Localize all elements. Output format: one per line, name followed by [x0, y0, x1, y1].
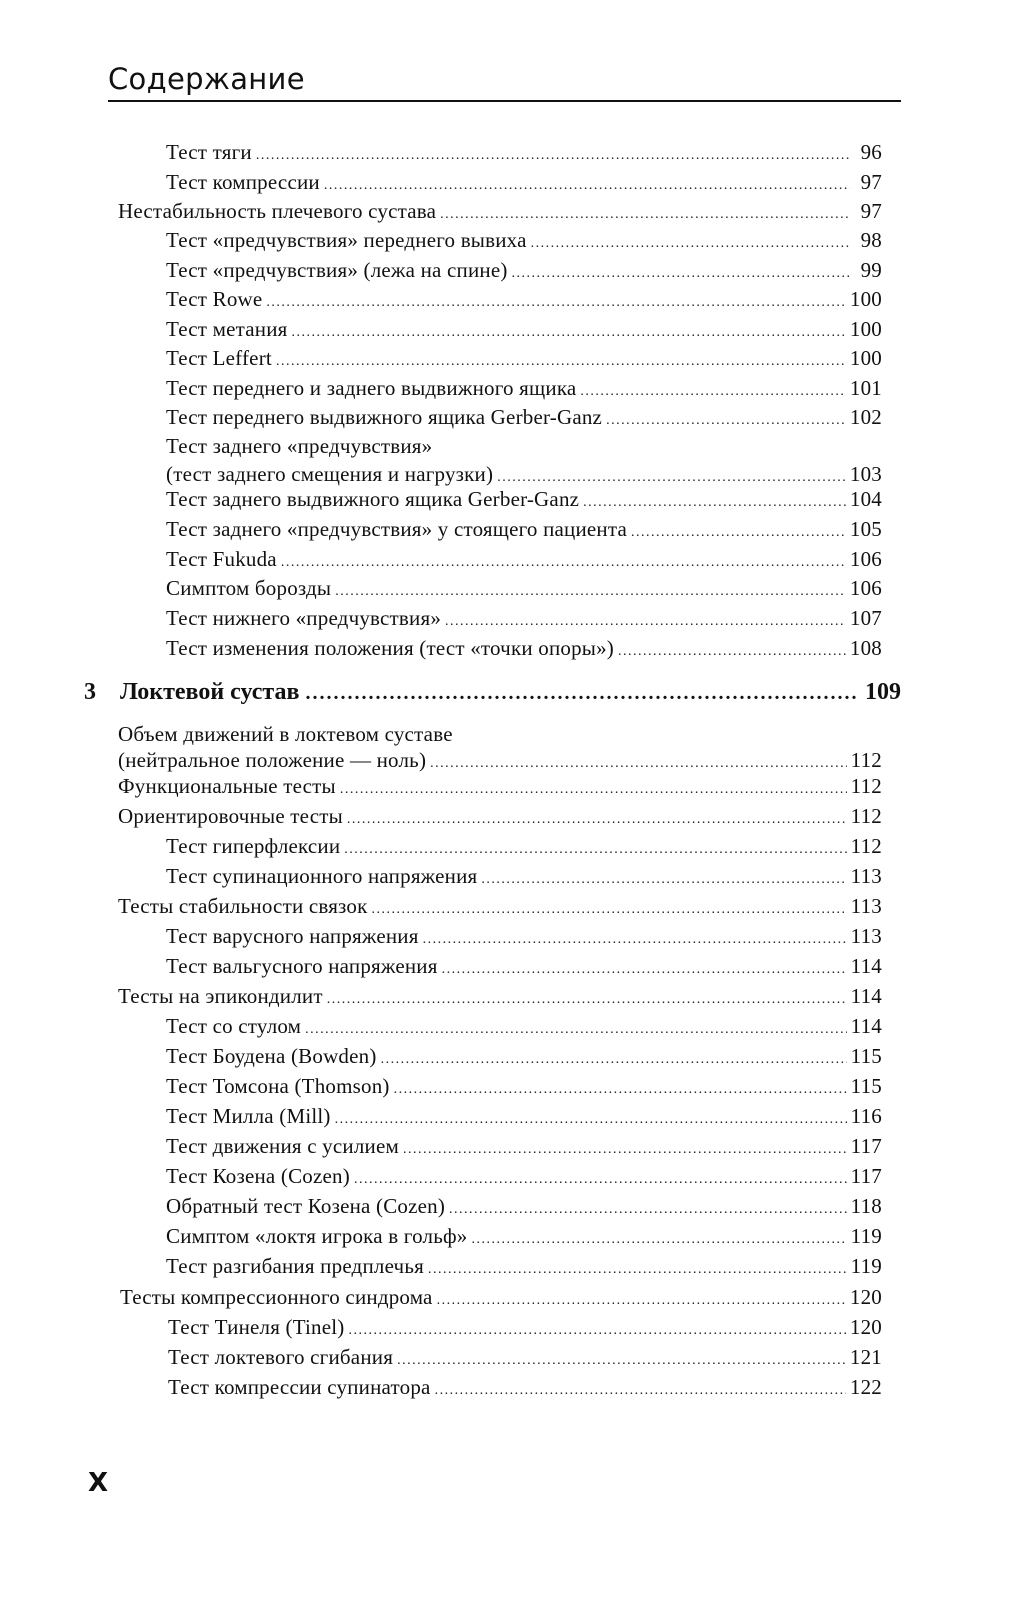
dot-leader: [394, 1078, 847, 1102]
toc-entry[interactable]: [166, 1044, 882, 1072]
toc-entry-title: Тест движения с усилием: [166, 1134, 399, 1158]
dot-leader: [512, 262, 850, 286]
dot-leader: [435, 1379, 846, 1403]
toc-entry-title: Тесты стабильности связок: [118, 894, 368, 918]
toc-entry-title: Тест Rowe: [166, 287, 263, 311]
dot-leader: [481, 868, 846, 892]
toc-entry[interactable]: [166, 487, 882, 515]
page-number: X: [88, 1468, 109, 1498]
toc-entry-title: Объем движений в локтевом суставе: [118, 722, 453, 746]
toc-entry-title: Тест Fukuda: [166, 547, 277, 571]
toc-entry-page: 105: [849, 517, 882, 541]
toc-entry[interactable]: [166, 405, 882, 433]
toc-entry-title: Тест Козена (Cozen): [166, 1164, 350, 1188]
toc-entry-page: 107: [849, 606, 882, 630]
toc-entry-title-continued: (нейтральное положение — ноль): [118, 748, 427, 772]
dot-leader: [327, 988, 847, 1012]
dot-leader: [347, 808, 847, 832]
toc-entry-page: 122: [849, 1375, 882, 1399]
toc-entry[interactable]: [166, 954, 882, 982]
toc-entry-title: Тест разгибания предплечья: [166, 1254, 424, 1278]
toc-entry-page: 119: [850, 1254, 882, 1278]
toc-entry-page: 115: [850, 1074, 882, 1098]
dot-leader: [397, 1349, 846, 1373]
toc-entry-page: 104: [849, 487, 882, 511]
chapter-title: Локтевой сустав: [120, 679, 300, 705]
toc-entry-title: Тест заднего «предчувствия»: [166, 434, 433, 458]
toc-entry-page: 101: [849, 376, 882, 400]
toc-entry-page: 120: [849, 1285, 882, 1309]
toc-entry-page: 112: [850, 804, 882, 828]
toc-entry[interactable]: [166, 924, 882, 952]
toc-entry-title: Тест изменения положения (тест «точки опоры»): [166, 636, 614, 660]
dot-leader: [292, 321, 846, 345]
toc-entry-title: Симптом борозды: [166, 576, 332, 600]
toc-section-entry[interactable]: [118, 804, 882, 832]
toc-entry-page: 106: [849, 576, 882, 600]
toc-entry-page: 97: [860, 199, 882, 223]
toc-entry-page: 96: [860, 140, 882, 164]
toc-entry[interactable]: [166, 834, 882, 862]
toc-entry-title: Тест Тинеля (Tinel): [168, 1315, 345, 1339]
dot-leader: [430, 752, 847, 776]
toc-entry-title: Тест заднего «предчувствия» у стоящего пациента: [166, 517, 628, 541]
toc-entry-title: Тест нижнего «предчувствия»: [166, 606, 442, 630]
toc-entry-page: 97: [860, 170, 882, 194]
toc-entry-title: Тест гиперфлексии: [166, 834, 341, 858]
dot-leader: [618, 640, 846, 664]
toc-section-entry[interactable]: [118, 984, 882, 1012]
toc-entry[interactable]: [166, 1134, 882, 1162]
toc-entry[interactable]: [166, 864, 882, 892]
toc-entry-page: 112: [850, 834, 882, 858]
toc-entry[interactable]: [166, 636, 882, 664]
toc-entry-page: 98: [860, 228, 882, 252]
toc-entry[interactable]: [166, 376, 882, 404]
toc-entry[interactable]: [166, 1104, 882, 1132]
toc-entry-title: Тест супинационного напряжения: [166, 864, 478, 888]
dot-leader: [344, 838, 846, 862]
dot-leader: [423, 928, 847, 952]
toc-entry[interactable]: [166, 140, 882, 168]
toc-entry-page: 113: [850, 894, 882, 918]
dot-leader: [428, 1258, 847, 1282]
toc-entry[interactable]: [166, 1224, 882, 1252]
page-title: Содержание: [108, 62, 305, 96]
toc-entry-page: 102: [849, 405, 882, 429]
dot-leader: [335, 580, 846, 604]
toc-entry[interactable]: [166, 1254, 882, 1282]
dot-leader: [437, 1289, 846, 1313]
dot-leader: [281, 551, 846, 575]
toc-section-entry[interactable]: [118, 199, 882, 227]
toc-entry-page: 116: [850, 1104, 882, 1128]
dot-leader: [340, 778, 847, 802]
toc-entry-page: 118: [850, 1194, 882, 1218]
toc-entry-title: Обратный тест Козена (Cozen): [166, 1194, 446, 1218]
toc-entry-title: Тест Боудена (Bowden): [166, 1044, 377, 1068]
toc-entry-page: 114: [850, 954, 882, 978]
toc-entry-title: Тест компрессии супинатора: [168, 1375, 431, 1399]
toc-entry[interactable]: [166, 606, 882, 634]
dot-leader: [531, 232, 850, 256]
toc-entry-title: Тесты компрессионного синдрома: [120, 1285, 433, 1309]
dot-leader: [348, 1319, 845, 1343]
dot-leader: [580, 380, 845, 404]
toc-entry[interactable]: [166, 517, 882, 545]
dot-leader: [606, 409, 846, 433]
toc-entry-page: 113: [850, 924, 882, 948]
toc-entry-title: Тесты на эпикондилит: [118, 984, 323, 1008]
toc-entry-title: Тест вальгусного напряжения: [166, 954, 438, 978]
toc-entry-page: 114: [850, 984, 882, 1008]
toc-section-entry[interactable]: [120, 1285, 882, 1313]
toc-entry[interactable]: [166, 547, 882, 575]
toc-entry-title-continued: (тест заднего смещения и нагрузки): [166, 462, 494, 486]
dot-leader: [335, 1108, 847, 1132]
toc-entry[interactable]: [166, 1074, 882, 1102]
toc-entry[interactable]: [168, 1315, 882, 1343]
toc-chapter-entry[interactable]: [84, 678, 901, 707]
toc-entry-page: 112: [850, 774, 882, 798]
dot-leader: [442, 958, 847, 982]
toc-entry-title: Функциональные тесты: [118, 774, 336, 798]
toc-entry-page: 114: [850, 1014, 882, 1038]
toc-entry[interactable]: [166, 346, 882, 374]
toc-entry-page: 120: [849, 1315, 882, 1339]
toc-entry-page: 117: [850, 1134, 882, 1158]
toc-entry[interactable]: [166, 170, 882, 198]
dot-leader: [276, 350, 846, 374]
toc-entry[interactable]: [168, 1375, 882, 1403]
toc-entry-title: Тест «предчувствия» (лежа на спине): [166, 258, 508, 282]
chapter-page: 109: [865, 679, 901, 705]
toc-entry-title: Тест заднего выдвижного ящика Gerber-Ganz: [166, 487, 580, 511]
toc-entry-title: Тест тяги: [166, 140, 252, 164]
toc-entry-title: Тест метания: [166, 317, 288, 341]
toc-section-entry[interactable]: [118, 894, 882, 922]
dot-leader: [266, 291, 845, 315]
toc-section-entry[interactable]: [118, 722, 882, 776]
toc-entry-title: Тест переднего и заднего выдвижного ящика: [166, 376, 577, 400]
toc-entry-page: 100: [849, 346, 882, 370]
toc-entry-page: 113: [850, 864, 882, 888]
dot-leader: [471, 1228, 846, 1252]
toc-entry-title: Тест Leffert: [166, 346, 272, 370]
toc-entry-title: Тест компрессии: [166, 170, 320, 194]
chapter-number: 3: [84, 679, 96, 705]
toc-entry-page: 117: [850, 1164, 882, 1188]
toc-entry[interactable]: [168, 1345, 882, 1373]
toc-entry[interactable]: [166, 434, 882, 490]
dot-leader: [256, 144, 850, 168]
dot-leader: [449, 1198, 847, 1222]
toc-entry[interactable]: [166, 576, 882, 604]
toc-entry[interactable]: [166, 258, 882, 286]
toc-entry-title: Ориентировочные тесты: [118, 804, 343, 828]
toc-entry-title: Нестабильность плечевого сустава: [118, 199, 437, 223]
toc-entry[interactable]: [166, 1014, 882, 1042]
dot-leader: [324, 174, 850, 198]
toc-entry-page: 115: [850, 1044, 882, 1068]
dot-leader: [372, 898, 847, 922]
toc-entry-title: Симптом «локтя игрока в гольф»: [166, 1224, 468, 1248]
toc-entry[interactable]: [166, 287, 882, 315]
toc-entry-title: Тест «предчувствия» переднего вывиха: [166, 228, 527, 252]
toc-entry-title: Тест переднего выдвижного ящика Gerber-Ganz: [166, 405, 603, 429]
toc-entry-title: Тест варусного напряжения: [166, 924, 419, 948]
toc-entry-page: 99: [860, 258, 882, 282]
toc-entry-page: 108: [849, 636, 882, 660]
dot-leader: [305, 1018, 847, 1042]
dot-leader: [583, 491, 846, 515]
toc-entry-page: 112: [850, 748, 882, 772]
toc-entry-title: Тест Томсона (Thomson): [166, 1074, 390, 1098]
toc-entry-page: 106: [849, 547, 882, 571]
dot-leader: [445, 610, 846, 634]
toc-entry-title: Тест локтевого сгибания: [168, 1345, 394, 1369]
toc-entry-title: Тест Милла (Mill): [166, 1104, 331, 1128]
toc-entry[interactable]: [166, 1194, 882, 1222]
toc-section-entry[interactable]: [118, 774, 882, 802]
toc-entry[interactable]: [166, 317, 882, 345]
toc-entry-page: 100: [849, 317, 882, 341]
toc-entry-page: 100: [849, 287, 882, 311]
dot-leader: [631, 521, 846, 545]
toc-entry-title: Тест со стулом: [166, 1014, 302, 1038]
toc-entry-page: 103: [849, 462, 882, 486]
toc-entry[interactable]: [166, 1164, 882, 1192]
dot-leader: [403, 1138, 847, 1162]
dot-leader: [381, 1048, 847, 1072]
toc-entry[interactable]: [166, 228, 882, 256]
dot-leader: [354, 1168, 847, 1192]
dot-leader: [305, 679, 859, 707]
dot-leader: [440, 203, 850, 227]
toc-entry-page: 121: [849, 1345, 882, 1369]
toc-entry-page: 119: [850, 1224, 882, 1248]
